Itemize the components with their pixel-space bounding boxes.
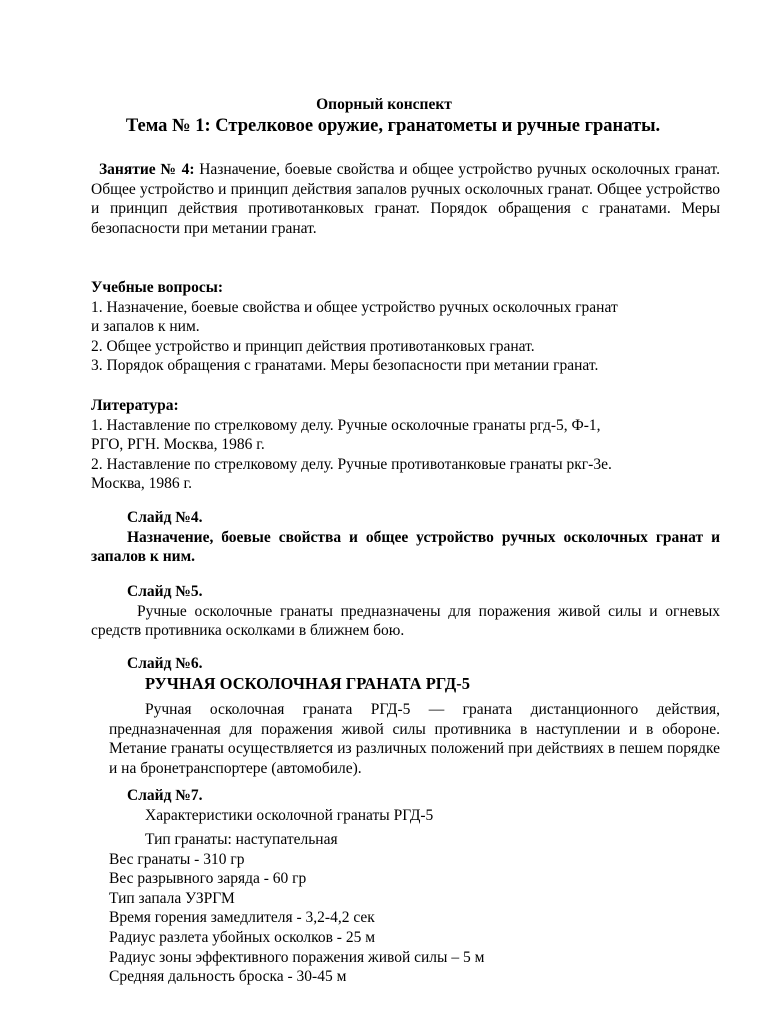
grenade-type: Тип гранаты: наступательная — [145, 831, 338, 848]
literature-item: Москва, 1986 г. — [91, 475, 193, 493]
spec-item: Радиус разлета убойных осколков - 25 м — [109, 928, 376, 946]
slide6-section — [91, 654, 720, 693]
spec-item: Вес разрывного заряда - 60 гр — [109, 870, 307, 888]
questions-heading: Учебные вопросы: — [91, 279, 223, 296]
question-item: и запалов к ним. — [91, 318, 200, 336]
question-item: 1. Назначение, боевые свойства и общее устройство ручных осколочных гранат — [91, 298, 618, 316]
subtitle: Опорный конспект — [316, 96, 452, 113]
slide4-section — [91, 508, 720, 567]
lesson-paragraph — [91, 160, 720, 238]
spec-item: Вес гранаты - 310 гр — [109, 850, 245, 868]
spec-item: Средняя дальность броска - 30-45 м — [109, 968, 347, 986]
slide5-label: Слайд №5. — [127, 583, 203, 600]
slide6-text: Ручная осколочная граната РГД-5 — граната дистанционного действия, предназначенная для поражения живой силы противника в наступлении и в обороне. Метание гранаты осуществляется из различных положений при действиях в пешем порядке и на бронетранспортере (автомобиле). — [109, 701, 720, 777]
lesson-label: Занятие № 4: — [99, 161, 195, 178]
slide7-label: Слайд №7. — [127, 787, 203, 804]
slide7-section — [91, 786, 720, 825]
question-item: 2. Общее устройство и принцип действия противотанковых гранат. — [91, 337, 535, 355]
literature-item: 2. Наставление по стрелковому делу. Ручные противотанковые гранаты ркг-3е. — [91, 455, 612, 473]
spec-item: Радиус зоны эффективного поражения живой силы – 5 м — [109, 948, 485, 966]
spec-item: Время горения замедлителя - 3,2-4,2 сек — [109, 909, 375, 927]
question-item: 3. Порядок обращения с гранатами. Меры безопасности при метании гранат. — [91, 357, 599, 375]
topic-title: Тема № 1: Стрелковое оружие, гранатометы и ручные гранаты. — [125, 116, 661, 136]
slide7-heading: Характеристики осколочной гранаты РГД-5 — [145, 806, 434, 824]
slide5-section — [91, 582, 720, 641]
slide6-paragraph — [109, 700, 720, 778]
slide7-specs — [109, 830, 738, 987]
slide4-text: Назначение, боевые свойства и общее устройство ручных осколочных гранат и запалов к ним. — [91, 528, 720, 566]
literature-heading: Литература: — [91, 397, 179, 414]
slide6-label: Слайд №6. — [127, 655, 203, 672]
slide4-label: Слайд №4. — [127, 509, 203, 526]
spec-item: Тип запала УЗРГМ — [109, 889, 235, 907]
slide5-text: Ручные осколочные гранаты предназначены для поражения живой силы и огневых средств противника осколками в ближнем бою. — [91, 602, 720, 640]
literature-item: РГО, РГН. Москва, 1986 г. — [91, 436, 265, 454]
literature-section — [91, 396, 720, 494]
literature-item: 1. Наставление по стрелковому делу. Ручные осколочные гранаты ргд-5, Ф-1, — [91, 416, 601, 434]
questions-section — [91, 278, 720, 376]
slide6-heading: РУЧНАЯ ОСКОЛОЧНАЯ ГРАНАТА РГД-5 — [145, 673, 470, 693]
lesson-text: Назначение, боевые свойства и общее устройство ручных осколочных гранат. Общее устройство и принцип действия запалов ручных осколочных гранат. Общее устройство и принцип действия противотанковых гранат. Порядок обращения с гранатами. Меры безопасности при метании гранат. — [91, 161, 720, 237]
